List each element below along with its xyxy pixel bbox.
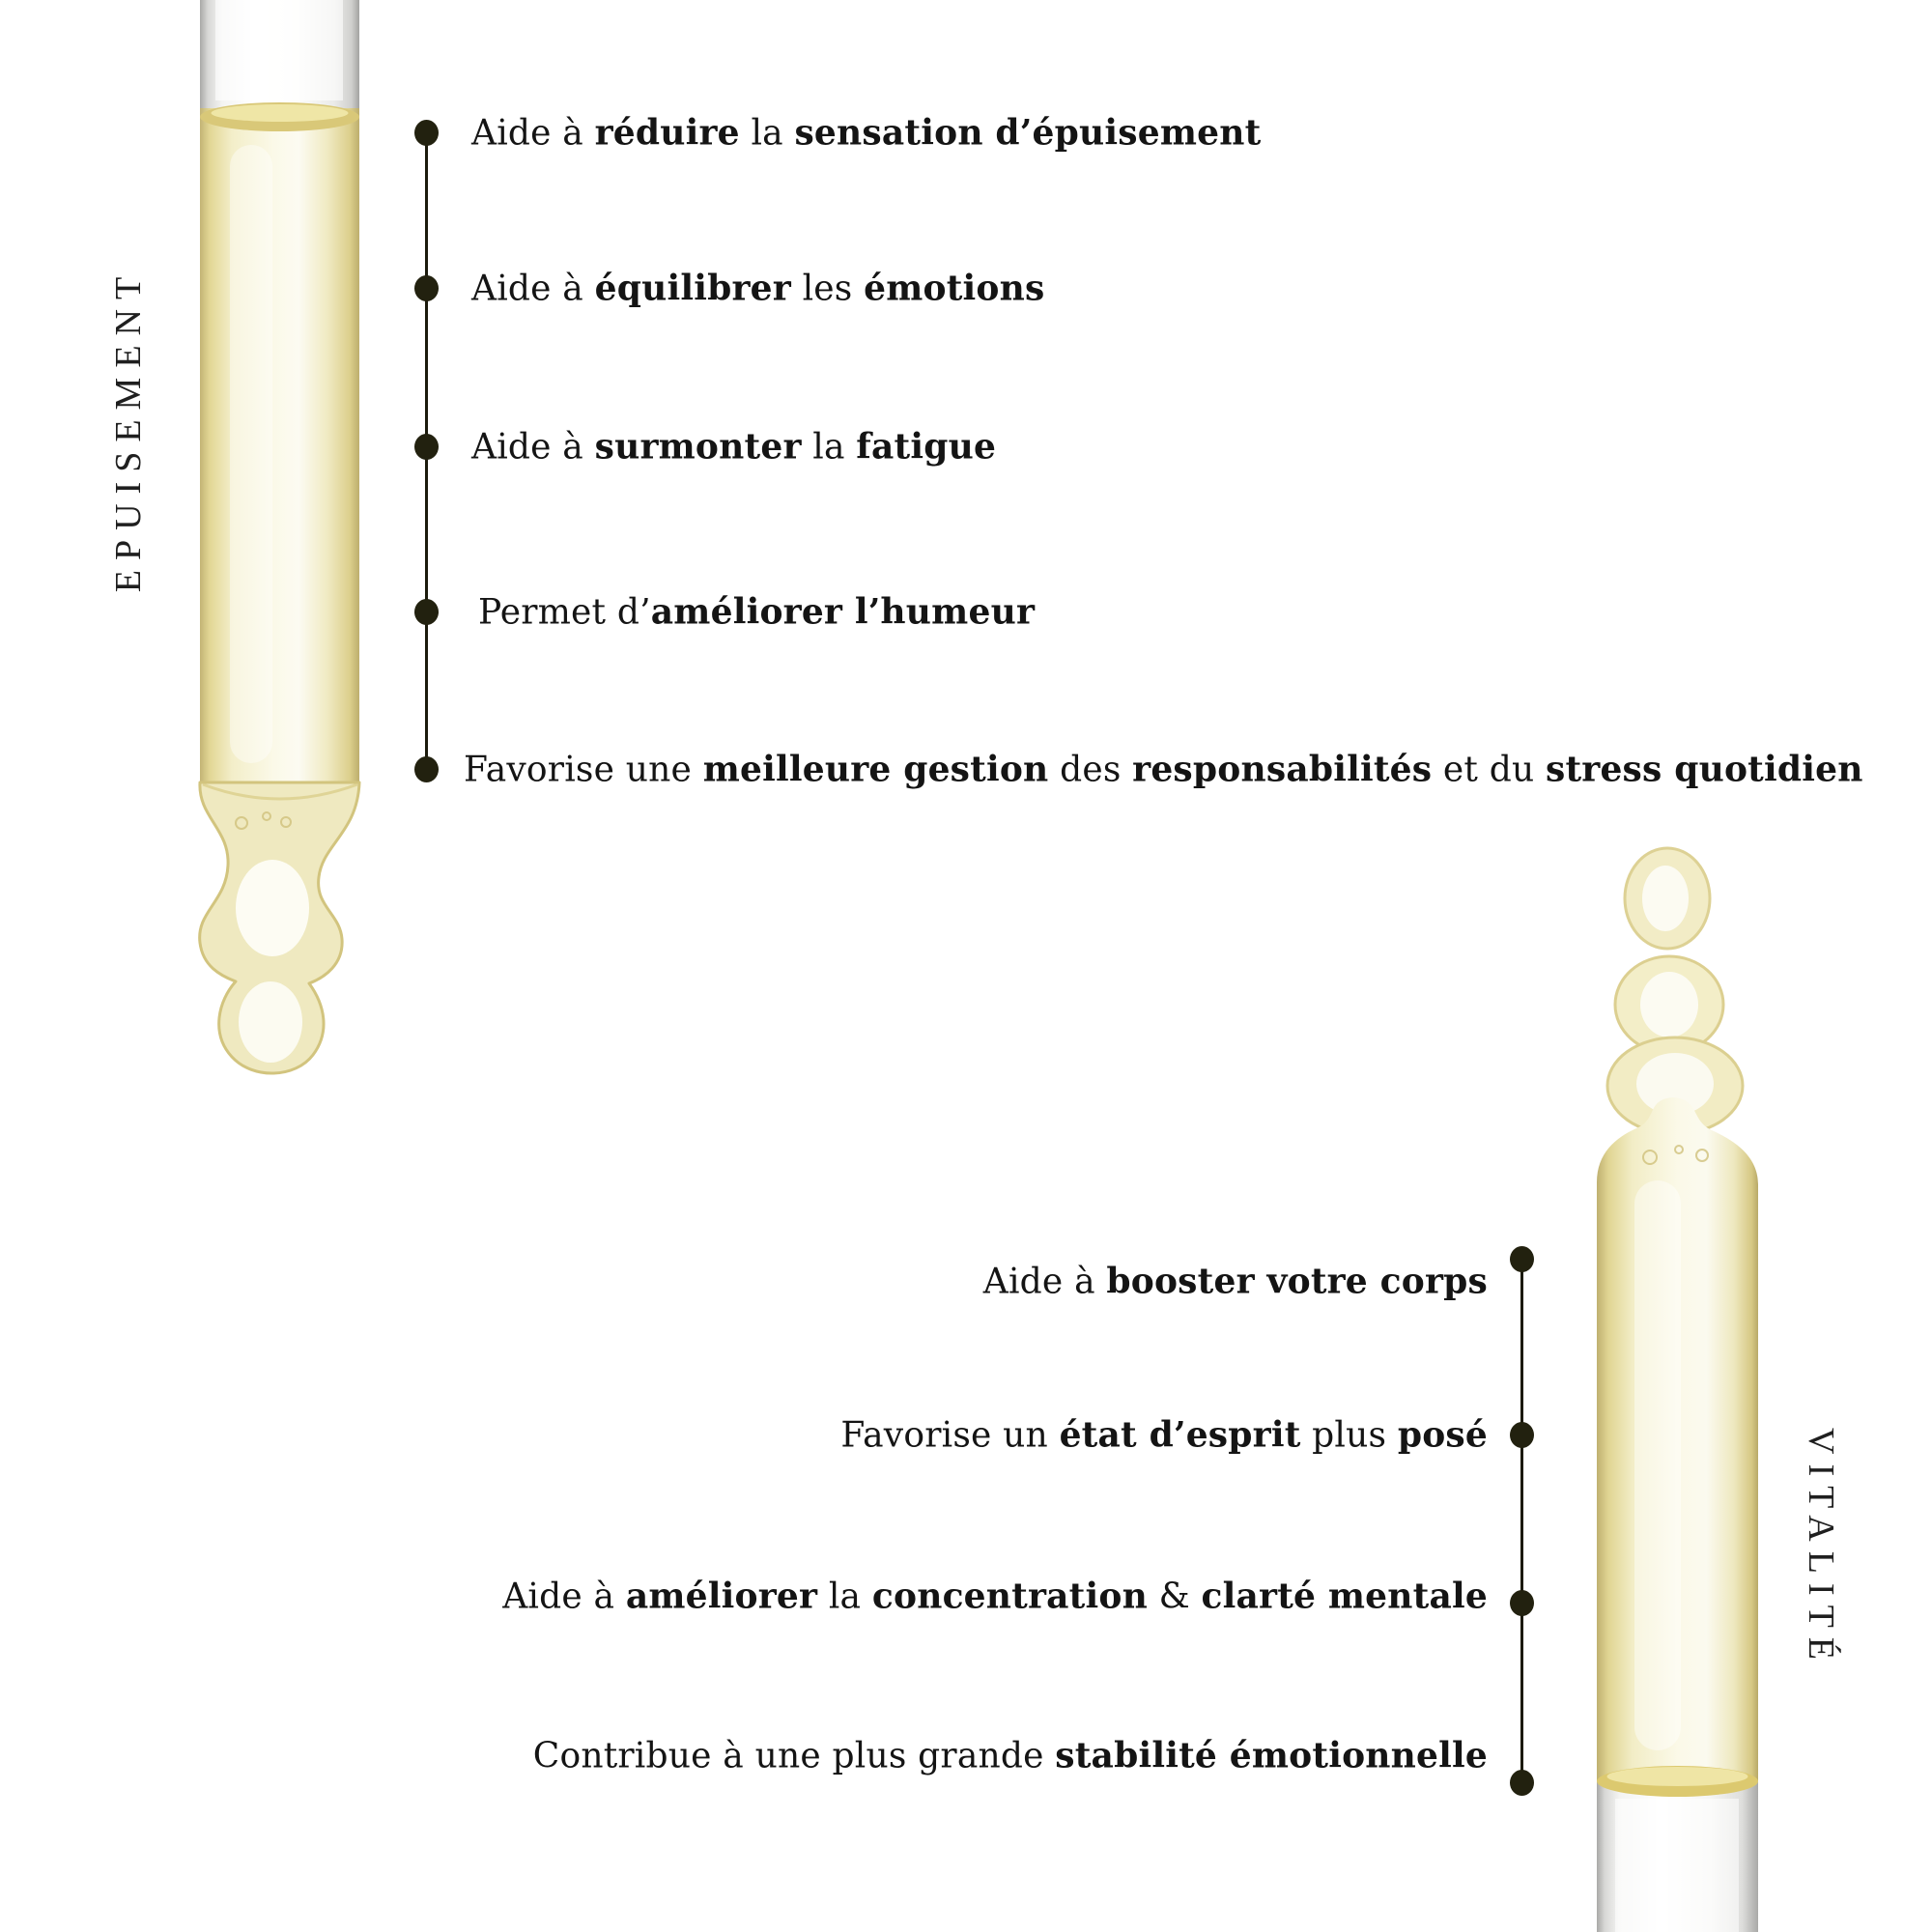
benefit-item: Favorise un état d’esprit plus posé (840, 1414, 1488, 1456)
bullet-dot (414, 120, 439, 146)
benefit-item: Favorise une meilleure gestion des responsabilités et du stress quotidien (464, 749, 1863, 790)
bullet-dot (414, 756, 439, 782)
left-axis-label: EPUISEMENT (108, 267, 149, 593)
benefit-item: Aide à booster votre corps (982, 1261, 1488, 1302)
benefit-item: Aide à équilibrer les émotions (471, 268, 1045, 309)
pipette-dropper-image (184, 0, 377, 1087)
bullet-dot (414, 275, 439, 301)
benefit-item: Aide à réduire la sensation d’épuisement (471, 112, 1262, 154)
bullet-dot (1510, 1422, 1534, 1448)
benefit-item: Aide à surmonter la fatigue (471, 426, 997, 468)
benefit-item: Permet d’améliorer l’humeur (478, 591, 1036, 633)
bullet-dot (414, 434, 439, 460)
right-axis-label: VITALITÉ (1801, 1428, 1841, 1669)
benefit-item: Aide à améliorer la concentration & clarté mentale (502, 1576, 1488, 1617)
bullet-dot (1510, 1590, 1534, 1616)
bullet-dot (1510, 1770, 1534, 1796)
bullet-dot (414, 599, 439, 625)
right-connector-line (1520, 1260, 1523, 1783)
benefit-item: Contribue à une plus grande stabilité émotionnelle (532, 1735, 1488, 1776)
bullet-dot (1510, 1246, 1534, 1272)
ampoule-image (1586, 842, 1770, 1932)
